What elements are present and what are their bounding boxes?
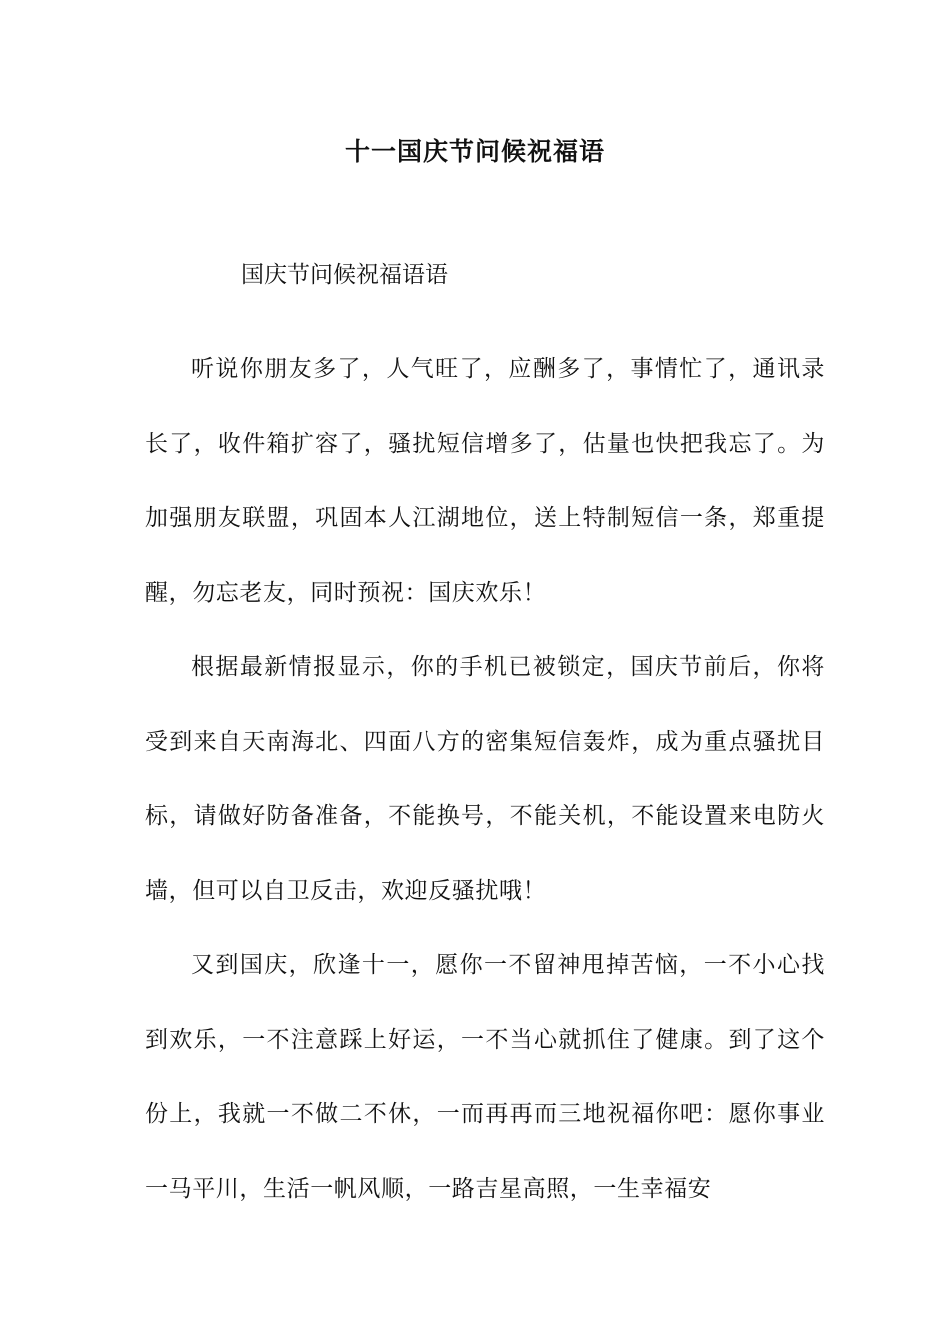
- paragraph: 根据最新情报显示，你的手机已被锁定，国庆节前后，你将受到来自天南海北、四面八方的密集短信轰炸，成为重点骚扰目标，请做好防备准备，不能换号，不能关机，不能设置来电防火墙，但可以自卫反击，欢迎反骚扰哦！: [145, 654, 825, 904]
- paragraph: 又到国庆，欣逢十一，愿你一不留神甩掉苦恼，一不小心找到欢乐，一不注意踩上好运，一不当心就抓住了健康。到了这个份上，我就一不做二不休，一而再再而三地祝福你吧：愿你事业一马平川，生活一帆风顺，一路吉星高照，一生幸福安: [145, 952, 825, 1202]
- document-body: [145, 332, 825, 1226]
- document-subtitle: 国庆节问候祝福语语: [241, 262, 448, 288]
- document-title: 十一国庆节问候祝福语: [344, 137, 605, 166]
- paragraph: 听说你朋友多了，人气旺了，应酬多了，事情忙了，通讯录长了，收件箱扩容了，骚扰短信增多了，估量也快把我忘了。为加强朋友联盟，巩固本人江湖地位，送上特制短信一条，郑重提醒，勿忘老友，同时预祝：国庆欢乐！: [145, 356, 825, 606]
